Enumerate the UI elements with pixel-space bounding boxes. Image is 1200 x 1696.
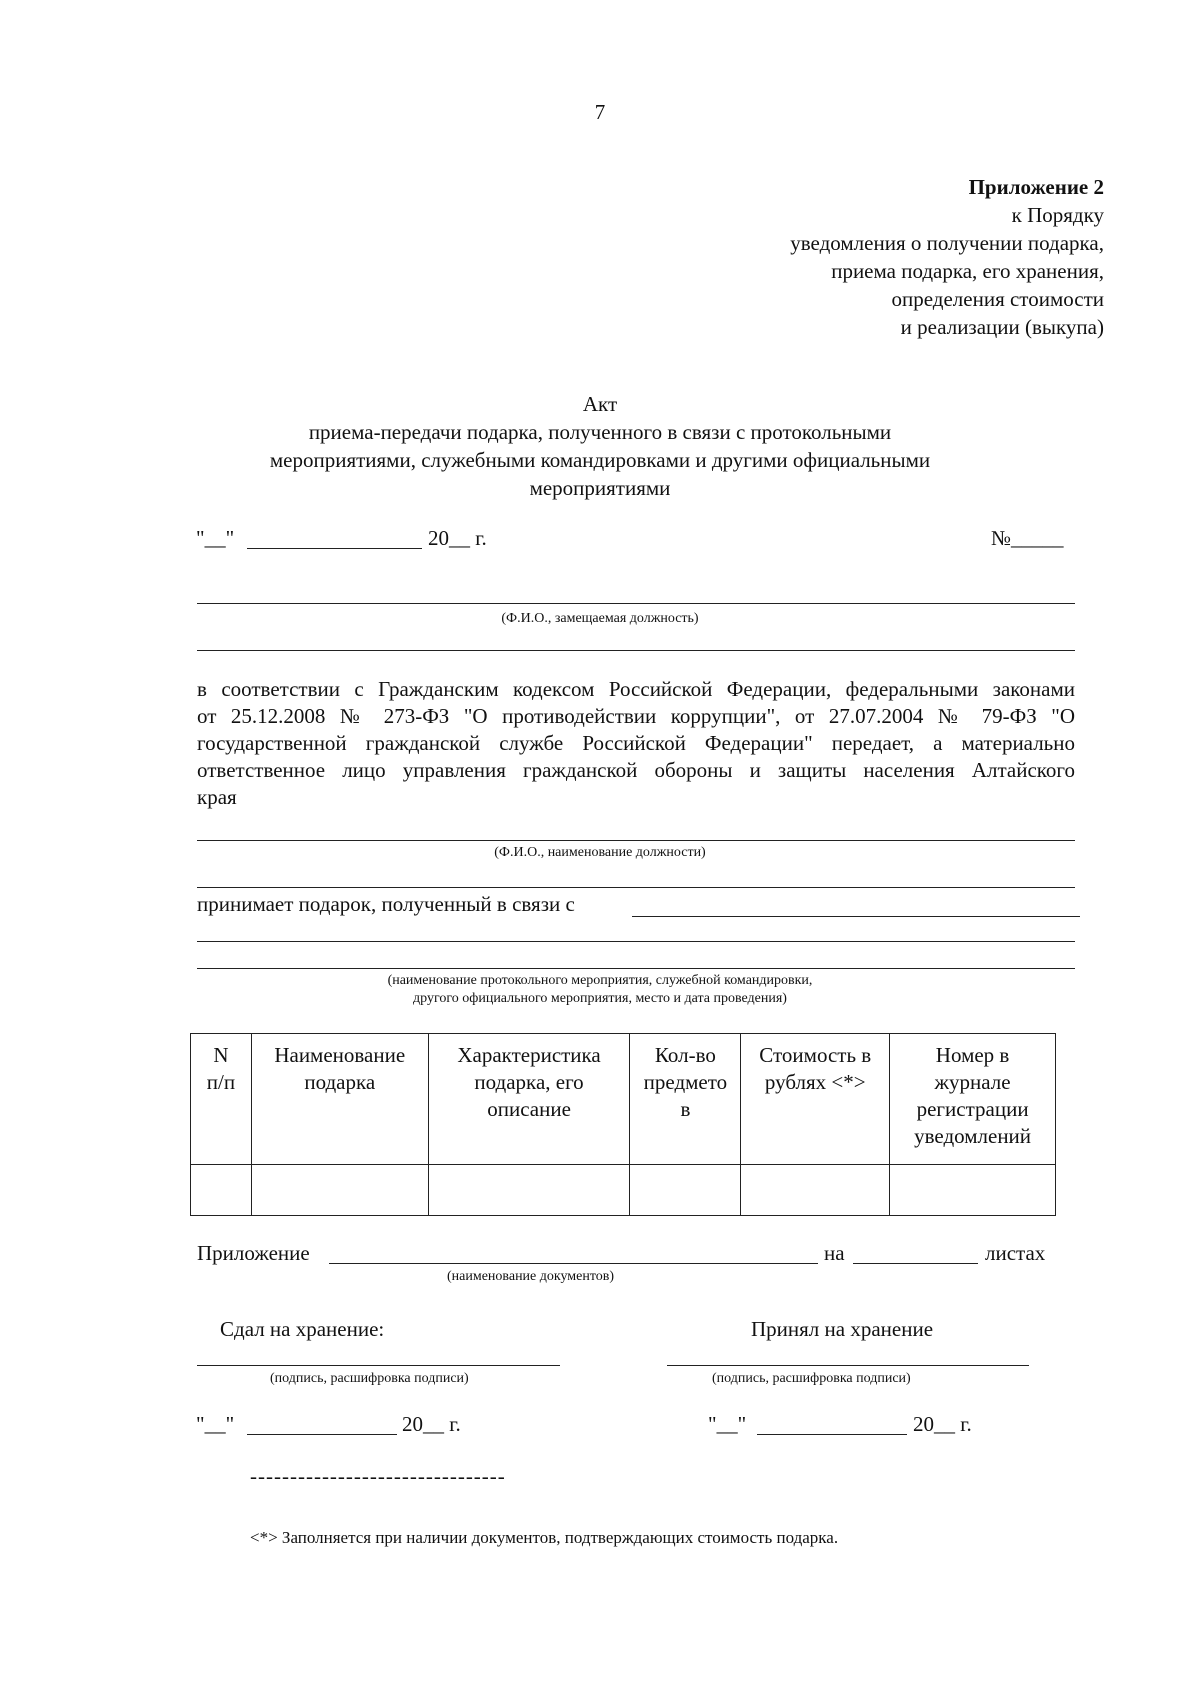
table-cell	[741, 1165, 890, 1216]
date-month-line	[247, 548, 422, 549]
fio-line-2b	[197, 887, 1075, 888]
appendix-header	[790, 173, 1104, 341]
left-date-year: 20__ г.	[402, 1412, 461, 1436]
footnote: <*> Заполняется при наличии документов, подтверждающих стоимость подарка.	[250, 1528, 839, 1547]
header-name: Наименование подарка	[251, 1034, 428, 1165]
paragraph-line: в соответствии с Гражданским кодексом Российской Федерации, федеральными законами	[197, 677, 1075, 701]
paragraph-line: края	[197, 785, 237, 809]
gift-table	[190, 1033, 1056, 1216]
event-caption-line: (наименование протокольного мероприятия, служебной командировки,	[387, 973, 813, 988]
signature-line-right	[667, 1365, 1029, 1366]
header-quantity: Кол-во предмето в	[630, 1034, 741, 1165]
paragraph-line: от 25.12.2008 № 273-ФЗ "О противодействии коррупции", от 27.07.2004 № 79-ФЗ "О	[197, 704, 1075, 728]
appendix-heading: Приложение 2	[968, 175, 1104, 199]
paragraph-line: ответственное лицо управления гражданской обороны и защиты населения Алтайского	[197, 758, 1075, 782]
header-number: N п/п	[191, 1034, 252, 1165]
appendix-line: к Порядку	[1011, 203, 1104, 227]
event-line-2	[197, 941, 1075, 942]
paragraph-line: государственной гражданской службе Российской Федерации" передает, а материально	[197, 731, 1075, 755]
document-title	[0, 390, 1200, 502]
fio-line-1b	[197, 650, 1075, 651]
footnote-separator: --------------------------------	[250, 1464, 506, 1488]
signature-line-left	[197, 1365, 560, 1366]
event-line-1	[632, 916, 1080, 917]
table-header-row	[191, 1034, 1056, 1165]
right-date-quote: "__"	[708, 1412, 747, 1436]
attachment-caption: (наименование документов)	[447, 1269, 615, 1284]
signature-caption-right: (подпись, расшифровка подписи)	[712, 1371, 911, 1386]
title-line: мероприятиями	[529, 476, 671, 500]
handed-over-title: Сдал на хранение:	[220, 1317, 385, 1341]
left-date-month-line	[247, 1434, 397, 1435]
appendix-line: уведомления о получении подарка,	[790, 231, 1104, 255]
header-description: Характеристика подарка, его описание	[428, 1034, 630, 1165]
right-date-month-line	[757, 1434, 907, 1435]
event-line-3	[197, 968, 1075, 969]
appendix-line: определения стоимости	[891, 287, 1104, 311]
fio-caption-2: (Ф.И.О., наименование должности)	[494, 845, 706, 860]
right-date-year: 20__ г.	[913, 1412, 972, 1436]
legal-paragraph	[197, 676, 1075, 811]
title-line: мероприятиями, служебными командировками и другими официальными	[269, 448, 931, 472]
attachment-on: на	[824, 1241, 845, 1265]
signature-caption-left: (подпись, расшифровка подписи)	[270, 1371, 469, 1386]
fio-caption-1: (Ф.И.О., замещаемая должность)	[501, 611, 699, 626]
page-number: 7	[594, 100, 606, 124]
date-year: 20__ г.	[428, 526, 487, 550]
fio-line-2	[197, 840, 1075, 841]
table-cell	[428, 1165, 630, 1216]
attachment-sheets: листах	[985, 1241, 1046, 1265]
appendix-line: приема подарка, его хранения,	[831, 259, 1104, 283]
sheets-line	[853, 1263, 978, 1264]
attachment-label: Приложение	[197, 1241, 310, 1265]
attachment-line	[329, 1263, 818, 1264]
date-quote: "__"	[196, 526, 235, 550]
left-date-quote: "__"	[196, 1412, 235, 1436]
accepts-text: принимает подарок, полученный в связи с	[197, 892, 575, 916]
received-title: Принял на хранение	[751, 1317, 934, 1341]
title-main: Акт	[582, 392, 618, 416]
event-caption	[0, 972, 1200, 1008]
fio-line-1	[197, 603, 1075, 604]
table-cell	[251, 1165, 428, 1216]
table-cell	[630, 1165, 741, 1216]
header-journal-number: Номер в журнале регистрации уведомлений	[890, 1034, 1056, 1165]
title-line: приема-передачи подарка, полученного в связи с протокольными	[308, 420, 892, 444]
table-cell	[191, 1165, 252, 1216]
event-caption-line: другого официального мероприятия, место и дата проведения)	[413, 991, 787, 1006]
appendix-line: и реализации (выкупа)	[900, 315, 1104, 339]
header-cost: Стоимость в рублях <*>	[741, 1034, 890, 1165]
act-number: №_____	[991, 526, 1064, 550]
table-cell	[890, 1165, 1056, 1216]
table-row	[191, 1165, 1056, 1216]
